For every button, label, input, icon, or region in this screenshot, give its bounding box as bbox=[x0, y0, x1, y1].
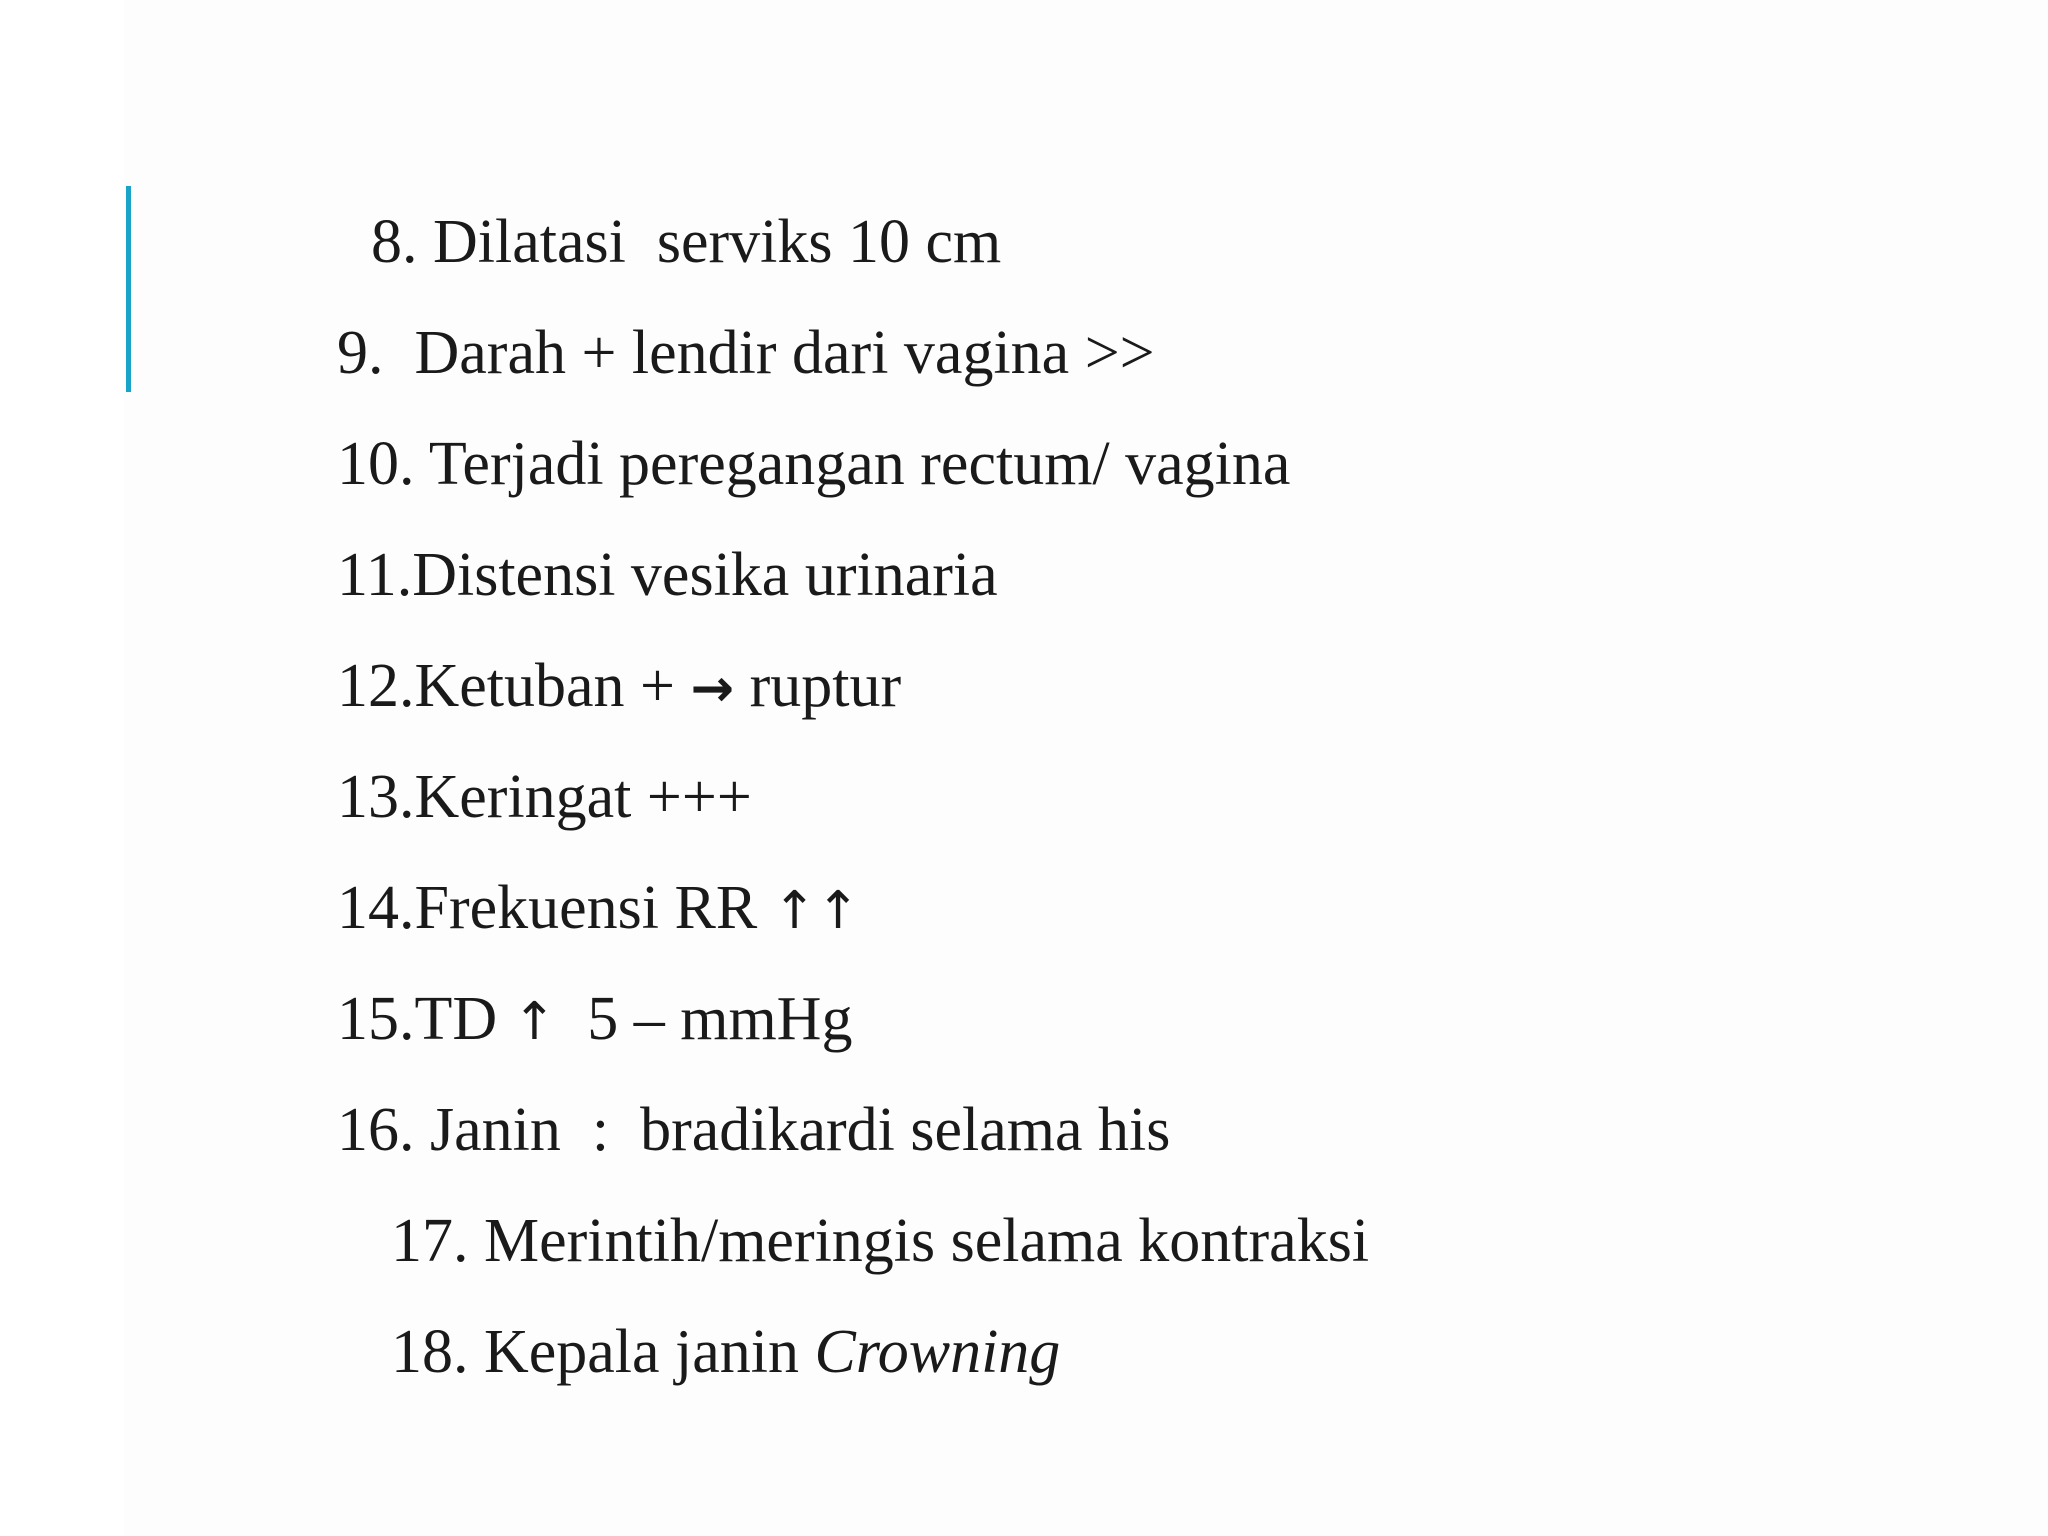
list-item-17 bbox=[360, 1121, 1370, 1275]
item-11-text: 11.Distensi vesika urinaria bbox=[337, 541, 998, 609]
item-13-text: 13.Keringat +++ bbox=[337, 763, 752, 831]
item-10-text: 10. Terjadi peregangan rectum/ vagina bbox=[337, 430, 1291, 498]
list-item-9 bbox=[306, 233, 1155, 387]
item-16-text: 16. Janin : bradikardi selama his bbox=[337, 1096, 1171, 1164]
item-17-text: 17. Merintih/meringis selama kontraksi bbox=[391, 1207, 1370, 1275]
list-item-15 bbox=[306, 899, 853, 1053]
list-item-11 bbox=[306, 455, 998, 609]
list-item-13 bbox=[306, 677, 752, 831]
list-item-10 bbox=[306, 344, 1291, 498]
item-8-text: 8. Dilatasi serviks 10 cm bbox=[371, 208, 1002, 276]
list-item-18 bbox=[360, 1232, 1061, 1386]
double-up-arrow-icon: ↑↑ bbox=[772, 881, 860, 941]
arrow-right-icon: → bbox=[690, 659, 735, 719]
item-15-text-before: 15.TD bbox=[337, 985, 513, 1053]
list-item-12 bbox=[306, 566, 902, 720]
accent-bar bbox=[126, 186, 131, 392]
list-item-14 bbox=[306, 788, 860, 942]
item-12-text-after: ruptur bbox=[734, 652, 902, 720]
item-14-text-before: 14.Frekuensi RR bbox=[337, 874, 773, 942]
list-item-16 bbox=[306, 1010, 1171, 1164]
item-18-emphasis: Crowning bbox=[814, 1318, 1061, 1386]
up-arrow-icon: ↑ bbox=[512, 992, 557, 1052]
item-18-text-before: 18. Kepala janin bbox=[391, 1318, 815, 1386]
item-15-text-after: 5 – mmHg bbox=[556, 985, 853, 1053]
list-item-8 bbox=[340, 122, 1002, 276]
item-9-text: 9. Darah + lendir dari vagina >> bbox=[337, 319, 1155, 387]
item-12-text-before: 12.Ketuban + bbox=[337, 652, 691, 720]
